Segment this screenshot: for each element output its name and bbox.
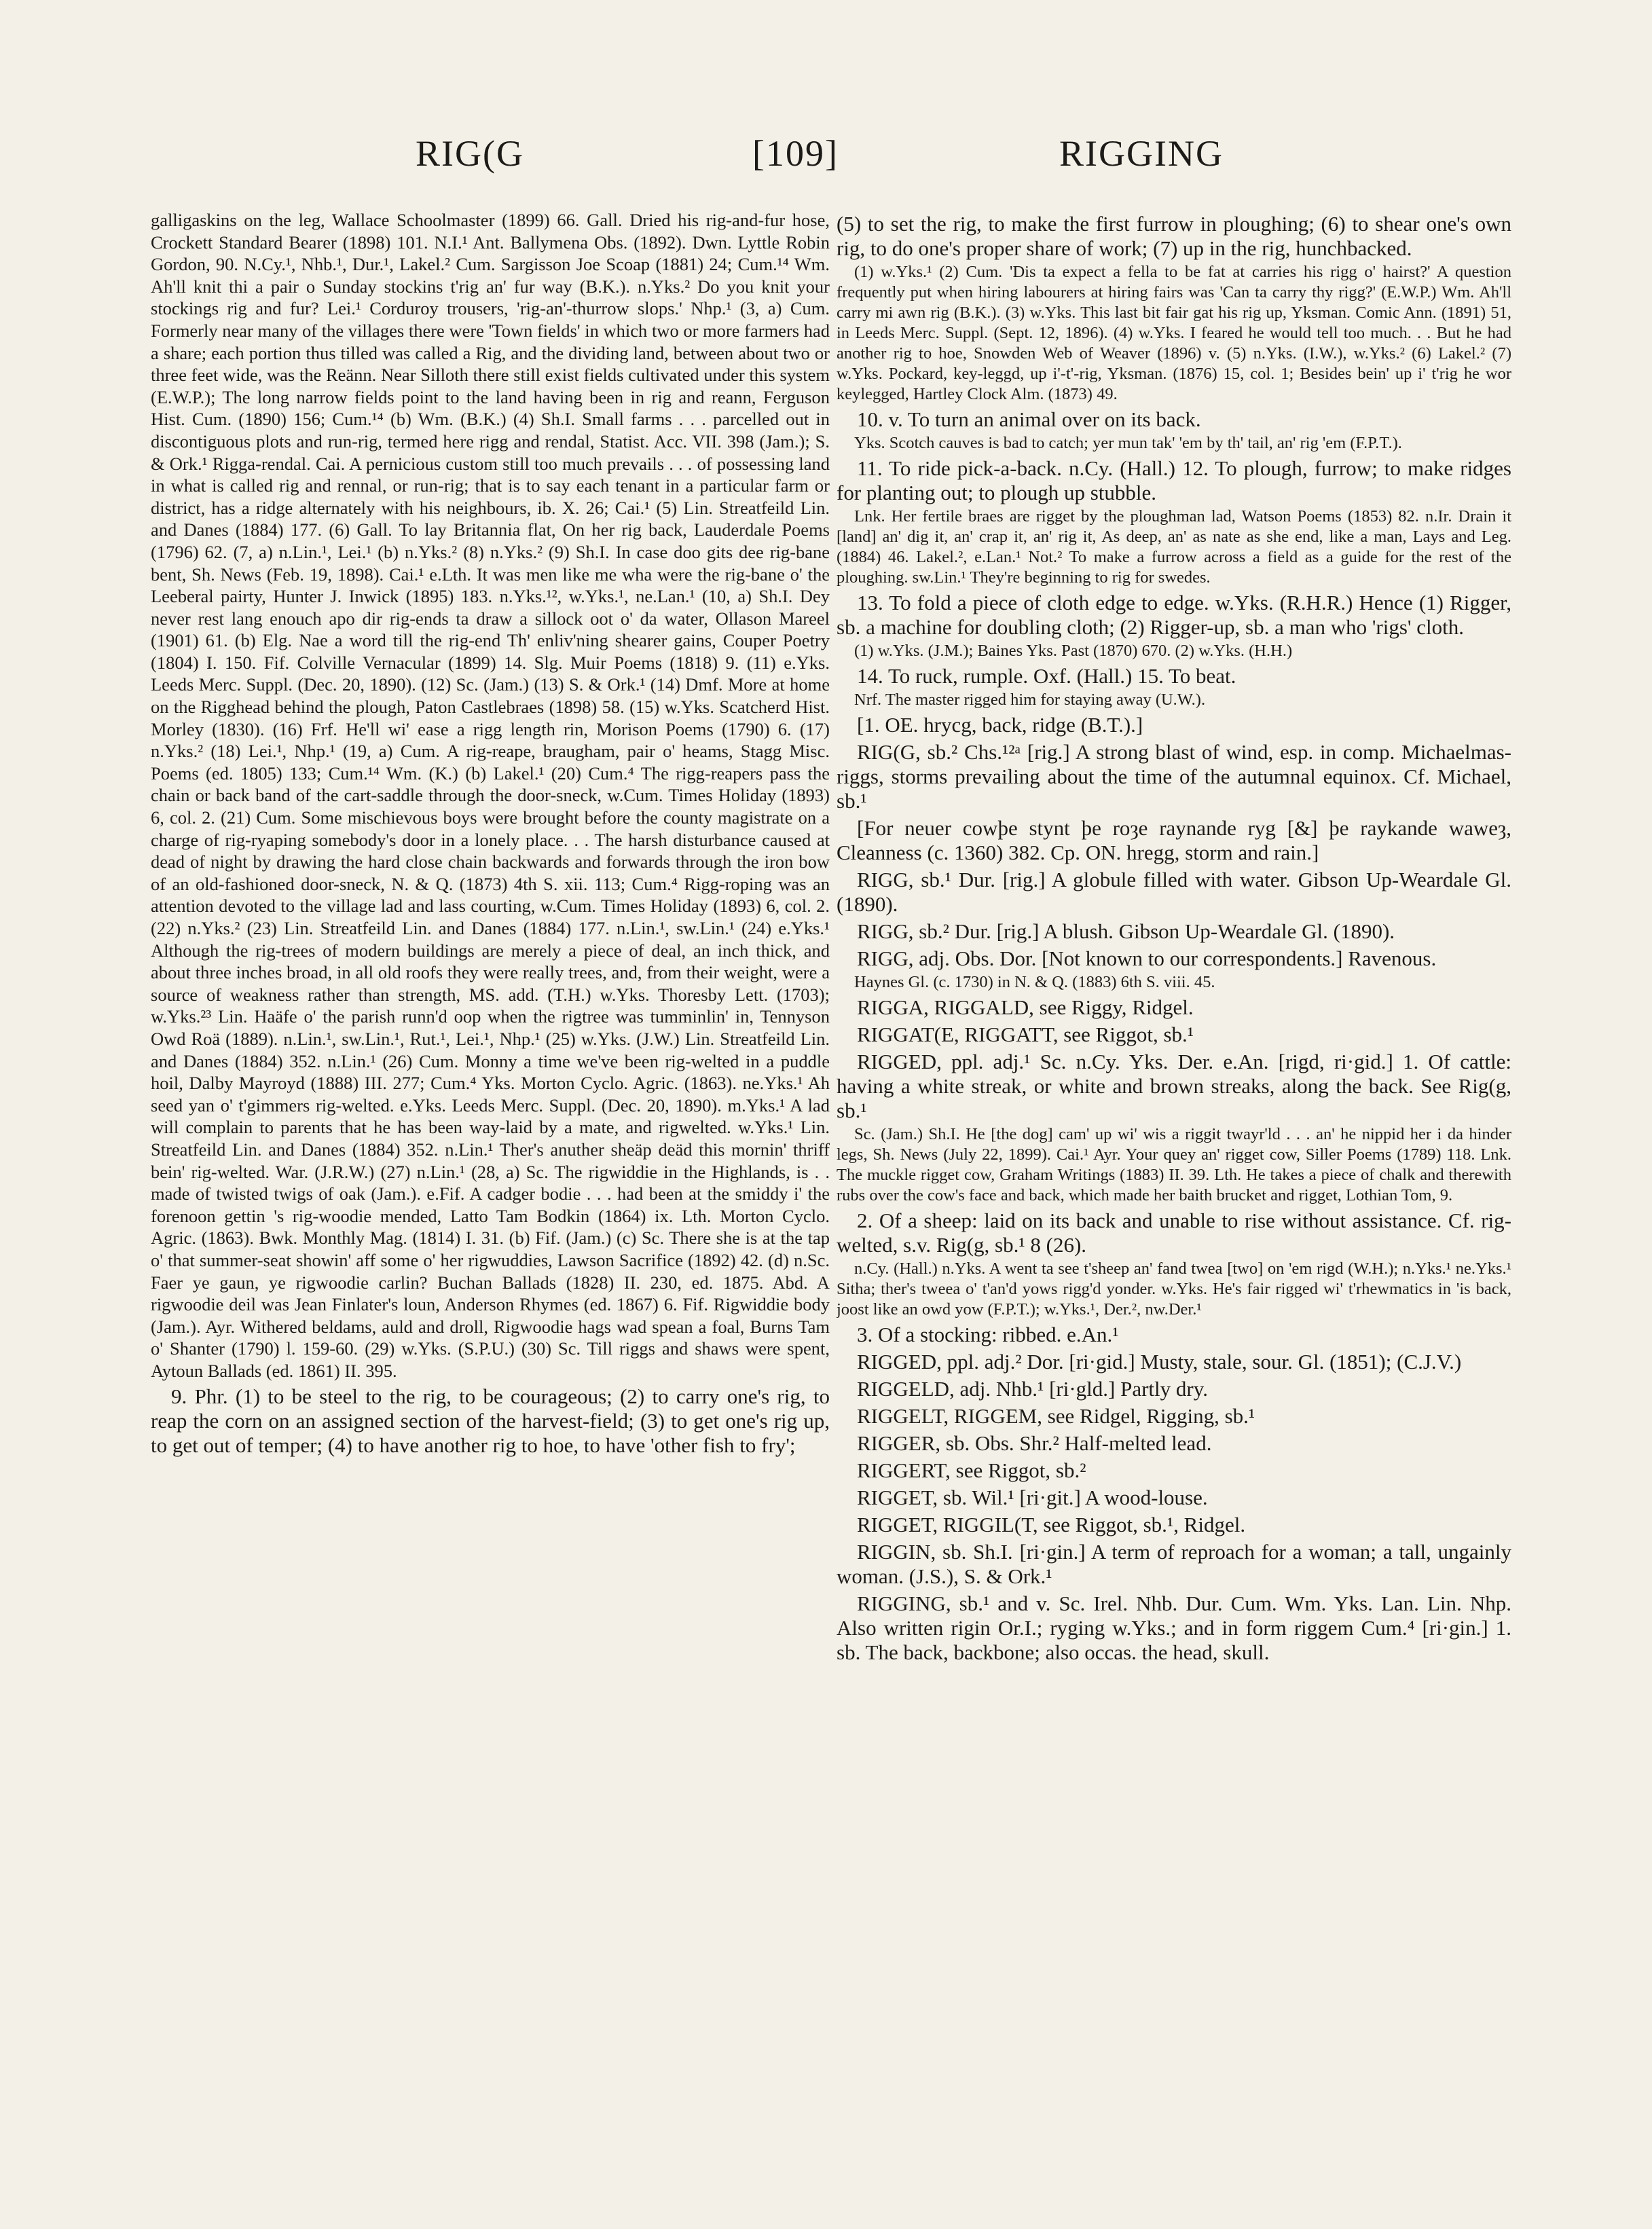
citation-paragraph: Lnk. Her fertile braes are rigget by the ploughman lad, Watson Poems (1853) 82. n.Ir. Drain it [land] an' dig it, an' crap it, an' rig it, As deep, an' as nate as she end, like a man, Lays and Leg. (1884) 46. Lakel.², e.Lan.¹ Not.² To make a furrow across a field as a guide for the rest of the ploughing. sw.Lin.¹ They're beginning to rig for swedes. — [837, 507, 1511, 587]
entry-paragraph: (5) to set the rig, to make the first furrow in ploughing; (6) to shear one's own rig, to do one's proper share of work; (7) up in the rig, hunchbacked. — [837, 212, 1511, 260]
entry-paragraph: 3. Of a stocking: ribbed. e.An.¹ — [857, 1323, 1119, 1346]
headword-entry: RIGGIN, sb. Sh.I. [ri·gin.] A term of reproach for a woman; a tall, ungainly woman. (J.S.), S. & Ork.¹ — [837, 1540, 1511, 1588]
etymology-paragraph: [1. OE. hrycg, back, ridge (B.T.).] — [857, 713, 1143, 737]
citation-paragraph: Nrf. The master rigged him for staying away (U.W.). — [854, 690, 1206, 709]
headword-entry: RIGGING, sb.¹ and v. Sc. Irel. Nhb. Dur. Cum. Wm. Yks. Lan. Lin. Nhp. Also written rigin Or.I.; ryging w.Yks.; and in form riggem Cum.⁴ [ri·gin.] 1. sb. The back, backbone; also occas. the head, skull. — [837, 1591, 1511, 1664]
headword-entry: RIGGA, RIGGALD, see Riggy, Ridgel. — [857, 995, 1194, 1019]
right-column — [837, 209, 1511, 2022]
headword-entry: RIGGERT, see Riggot, sb.² — [857, 1458, 1086, 1482]
entry-paragraph: 11. To ride pick-a-back. n.Cy. (Hall.) 12. To plough, furrow; to make ridges for planting out; to plough up stubble. — [837, 456, 1511, 504]
entry-paragraph: 13. To fold a piece of cloth edge to edge. w.Yks. (R.H.R.) Hence (1) Rigger, sb. a machine for doubling cloth; (2) Rigger-up, sb. a man who 'rigs' cloth. — [837, 591, 1511, 639]
running-head-left: RIG(G — [416, 133, 524, 174]
headword-entry: RIGGED, ppl. adj.¹ Sc. n.Cy. Yks. Der. e.An. [rigd, ri·gid.] 1. Of cattle: having a white streak, or white and brown streaks, along the back. See Rig(g, sb.¹ — [837, 1050, 1511, 1122]
running-head — [0, 132, 1652, 187]
headword-entry: RIGG, sb.² Dur. [rig.] A blush. Gibson Up-Weardale Gl. (1890). — [857, 919, 1395, 943]
headword-entry: RIGG, sb.¹ Dur. [rig.] A globule filled with water. Gibson Up-Weardale Gl. (1890). — [837, 868, 1511, 916]
entry-paragraph: 10. v. To turn an animal over on its back. — [857, 407, 1201, 431]
entry-paragraph: 14. To ruck, rumple. Oxf. (Hall.) 15. To beat. — [857, 664, 1236, 688]
headword-entry: RIGGET, sb. Wil.¹ [ri·git.] A wood-louse. — [857, 1486, 1208, 1509]
running-head-right: RIGGING — [1059, 133, 1224, 174]
entry-paragraph: 2. Of a sheep: laid on its back and unable to rise without assistance. Cf. rig-welted, s.v. Rig(g, sb.¹ 8 (26). — [837, 1209, 1511, 1257]
citation-paragraph: Haynes Gl. (c. 1730) in N. & Q. (1883) 6th S. viii. 45. — [854, 973, 1215, 991]
etymology-paragraph: [For neuer cowþe stynt þe roȝe raynande ryg [&] þe raykande waweȝ, Cleanness (c. 1360) 382. Cp. ON. hregg, storm and rain.] — [837, 816, 1511, 864]
headword-entry: RIGG, adj. Obs. Dor. [Not known to our correspondents.] Ravenous. — [857, 946, 1437, 970]
page-number: [109] — [752, 133, 839, 174]
headword-entry: RIG(G, sb.² Chs.¹²ᵃ [rig.] A strong blast of wind, esp. in comp. Michaelmas-riggs, storms prevailing about the time of the autumnal equinox. Cf. Michael, sb.¹ — [837, 740, 1511, 813]
headword-entry: RIGGELT, RIGGEM, see Ridgel, Rigging, sb.¹ — [857, 1404, 1255, 1428]
headword-entry: RIGGELD, adj. Nhb.¹ [ri·gld.] Partly dry. — [857, 1377, 1208, 1401]
citation-paragraph: n.Cy. (Hall.) n.Yks. A went ta see t'sheep an' fand twea [two] on 'em rigd (W.H.); n.Yks.¹ ne.Yks.¹ Sitha; ther's tweea o' t'an'd yows rigg'd yonder. w.Yks. He's fair rigged wi' t'rhewmatics in 'is back, joost like an owd yow (F.P.T.); w.Yks.¹, Der.², nw.Der.¹ — [837, 1259, 1511, 1319]
headword-entry: RIGGED, ppl. adj.² Dor. [ri·gid.] Musty, stale, sour. Gl. (1851); (C.J.V.) — [857, 1350, 1462, 1374]
headword-entry: RIGGAT(E, RIGGATT, see Riggot, sb.¹ — [857, 1023, 1194, 1046]
entry-paragraph: galligaskins on the leg, Wallace Schoolmaster (1899) 66. Gall. Dried his rig-and-fur hose, Crockett Standard Bearer (1898) 101. N.I.¹ Ant. Ballymena Obs. (1892). Dwn. Lyttle Robin Gordon, 90. N.Cy.¹, Nhb.¹, Dur.¹, Lakel.² Cum. Sargisson Joe Scoap (1881) 24; Cum.¹⁴ Wm. Ah'll knit thi a pair o Sunday stockins t'rig an' fur way (B.K.). n.Yks.² Do you knit your stockings rig and fur? Lei.¹ Corduroy trousers, 'rig-an'-thurrow slops.' Nhp.¹ (3, a) Cum. Formerly near many of the villages there were 'Town fields' in which two or more farmers had a share; each portion thus tilled was called a Rig, and the dividing land, between about two or three feet wide, was the Reänn. Near Silloth there still exist fields cultivated under this system (E.W.P.); The long narrow fields point to the land having been in rig and reann, Ferguson Hist. Cum. (1890) 156; Cum.¹⁴ (b) Wm. (B.K.) (4) Sh.I. Small farms . . . parcelled out in discontiguous plots and run-rig, termed here rigg and rendal, Statist. Acc. VII. 398 (Jam.); S. & Ork.¹ Rigga-rendal. Cai. A pernicious custom still too much prevails . . . of possessing land in what is called rig and rennal, or run-rig; that is to say each tenant in a particular farm or district, has a ridge alternately with his neighbours, ib. X. 26; Cai.¹ (5) Lin. Streatfeild Lin. and Danes (1884) 177. (6) Gall. To lay Britannia flat, On her rig back, Lauderdale Poems (1796) 62. (7, a) n.Lin.¹, Lei.¹ (b) n.Yks.² (8) n.Yks.² (9) Sh.I. In case doo gits dee rig-bane bent, Sh. News (Feb. 19, 1898). Cai.¹ e.Lth. It was men like me wha were the rig-bane o' the Leeberal pairty, Hunter J. Inwick (1895) 183. n.Yks.¹², w.Yks.¹, ne.Lan.¹ (10, a) Sh.I. Dey never rest lang enouch apo dir rig-ends ta draw a sillock oot o' da water, Ollason Mareel (1901) 61. (b) Elg. Nae a word till the rig-end Th' enliv'ning shearer gains, Couper Poetry (1804) I. 150. Fif. Colville Vernacular (1899) 14. Slg. Muir Poems (1818) 9. (11) e.Yks. Leeds Merc. Suppl. (Dec. 20, 1890). (12) Sc. (Jam.) (13) S. & Ork.¹ (14) Dmf. More at home on the Rigghead behind the plough, Paton Castlebraes (1898) 58. (15) w.Yks. Scatcherd Hist. Morley (1830). (16) Frf. He'll wi' ease a rigg length rin, Morison Poems (1790) 6. (17) n.Yks.² (18) Lei.¹, Nhp.¹ (19, a) Cum. A rig-reape, braugham, pair o' heams, Stagg Misc. Poems (ed. 1805) 133; Cum.¹⁴ Wm. (K.) (b) Lakel.¹ (20) Cum.⁴ The rigg-reapers pass the chain or back band of the cart-saddle through the door-sneck, w.Cum. Times Holiday (1893) 6, col. 2. (21) Cum. Some mischievous boys were brought before the county magistrate on a charge of rig-ryaping somebody's door in a lonely place. . . The harsh disturbance caused at dead of night by drawing the hard close chain backwards and forwards through the iron bow of an old-fashioned door-sneck, N. & Q. (1873) 4th S. xii. 113; Cum.⁴ Rigg-roping was an attention devoted to the village lad and lass courting, w.Cum. Times Holiday (1893) 6, col. 2. (22) n.Yks.² (23) Lin. Streatfeild Lin. and Danes (1884) 177. n.Lin.¹, sw.Lin.¹ (24) e.Yks.¹ Although the rig-trees of modern buildings are merely a piece of deal, an inch thick, and about three inches broad, in all old roofs they were really trees, and, from their weight, were a source of weakness rather than strength, MS. add. (T.H.) w.Yks. Thoresby Lett. (1703); w.Yks.²³ Lin. Haäfe o' the parish runn'd oop when the rigtree was tumminlin' in, Tennyson Owd Roä (1889). n.Lin.¹, sw.Lin.¹, Rut.¹, Lei.¹, Nhp.¹ (25) w.Yks. (J.W.) Lin. Streatfeild Lin. and Danes (1884) 352. n.Lin.¹ (26) Cum. Monny a time we've been rig-welted in a puddle hoil, Dalby Mayroyd (1888) III. 277; Cum.⁴ Yks. Morton Cyclo. Agric. (1863). ne.Yks.¹ Ah seed yan o' t'gimmers rig-welted. e.Yks. Leeds Merc. Suppl. (Dec. 20, 1890). m.Yks.¹ A lad will complain to parents that he has been way-laid by a mate, and rigwelted. w.Yks.¹ Lin. Streatfeild Lin. and Danes (1884) 352. n.Lin.¹ Ther's anuther sheäp deäd this mornin' thriff bein' rig-welted. War. (J.R.W.) (27) n.Lin.¹ (28, a) Sc. The rigwiddie in the Highlands, is . . made of twisted twigs of oak (Jam.). e.Fif. A cadger bodie . . . had been at the smiddy i' the forenoon gettin 's rig-woodie mended, Latto Tam Bodkin (1864) ix. Lth. Morton Cyclo. Agric. (1863). Bwk. Monthly Mag. (1814) I. 31. (b) Fif. (Jam.) (c) Sc. There she is at the tap o' that summer-seat showin' aff some o' her rigwuddies, Lawson Sacrifice (1892) 42. (d) n.Sc. Faer ye gaun, ye rigwoodie carlin? Buchan Ballads (1828) II. 230, ed. 1875. Abd. A rigwoodie deil was Jean Finlater's loun, Anderson Rhymes (ed. 1867) 6. Fif. Rigwiddie body (Jam.). Ayr. Withered beldams, auld and droll, Rigwoodie hags wad spean a foal, Burns Tam o' Shanter (1790) l. 159-60. (29) w.Yks. (S.P.U.) (30) Sc. Till riggs and shaws were spent, Aytoun Ballads (ed. 1861) II. 395. — [151, 210, 830, 1381]
citation-paragraph: (1) w.Yks. (J.M.); Baines Yks. Past (1870) 670. (2) w.Yks. (H.H.) — [854, 642, 1293, 660]
citation-paragraph: Yks. Scotch cauves is bad to catch; yer mun tak' 'em by th' tail, an' rig 'em (F.P.T.). — [854, 434, 1402, 452]
citation-paragraph: (1) w.Yks.¹ (2) Cum. 'Dis ta expect a fella to be fat at carries his rigg o' hairst?' A question frequently put when hiring labourers at hiring fairs was 'Can ta carry thy rigg?' (E.W.P.) Wm. Ah'll carry mi awn rig (B.K.). (3) w.Yks. This last bit fair gat his rig up, Yksman. Comic Ann. (1891) 51, in Leeds Merc. Suppl. (Sept. 12, 1896). (4) w.Yks. I feared he would tell too much. . . But he had another rig to hoe, Snowden Web of Weaver (1896) v. (5) n.Yks. (I.W.), w.Yks.² (6) Lakel.² (7) w.Yks. Pockard, key-leggd, up i'-t'-rig, Yksman. (1876) 15, col. 1; Besides bein' up i' t'rig he wor keylegged, Hartley Clock Alm. (1873) 49. — [837, 263, 1511, 403]
citation-paragraph: Sc. (Jam.) Sh.I. He [the dog] cam' up wi' wis a riggit twayr'ld . . . an' he nippid her i da hinder legs, Sh. News (July 22, 1899). Cai.¹ Ayr. Your quey an' rigget cow, Siller Poems (1789) 118. Lnk. The muckle rigget cow, Graham Writings (1883) II. 39. Lth. He takes a piece of chalk and therewith rubs over the cow's face and back, which made her baith brucket and rigget, Lothian Tom, 9. — [837, 1125, 1511, 1204]
headword-entry: RIGGET, RIGGIL(T, see Riggot, sb.¹, Ridgel. — [857, 1513, 1246, 1536]
entry-paragraph: 9. Phr. (1) to be steel to the rig, to be courageous; (2) to carry one's rig, to reap the corn on an assigned section of the harvest-field; (3) to get one's rig up, to get out of temper; (4) to have another rig to hoe, to have 'other fish to fry'; — [151, 1384, 830, 1458]
left-column — [151, 209, 830, 2022]
headword-entry: RIGGER, sb. Obs. Shr.² Half-melted lead. — [857, 1431, 1212, 1455]
